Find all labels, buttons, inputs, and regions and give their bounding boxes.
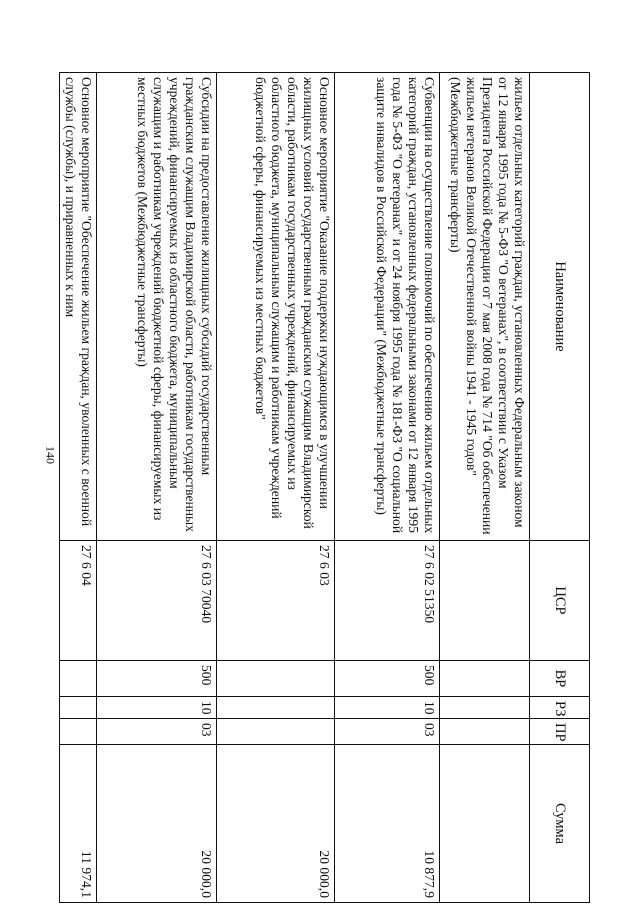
cell-csr: 27 6 02 51350: [335, 541, 440, 661]
cell-pr: [59, 719, 96, 745]
cell-rz: [217, 697, 335, 719]
table-row: [59, 73, 96, 903]
budget-table: [59, 72, 590, 903]
rotated-page: [62, 72, 590, 902]
cell-sum: 20 000,0: [97, 745, 217, 903]
header-csr: ЦСР: [530, 541, 590, 661]
cell-sum: 10 877,9: [335, 745, 440, 903]
cell-pr: 03: [97, 719, 217, 745]
table-row: [335, 73, 440, 903]
cell-sum: 11 974,1: [59, 745, 96, 903]
cell-pr: [217, 719, 335, 745]
cell-name: Основное мероприятие "Оказание поддержки нуждающимся в улучшении жилищных условий государственным гражданским служащим Владимирской области, работникам государственных учреждений, финансируемых из областного бюджета, муниципальным служащим и работникам учреждений бюджетной сферы, финансируемых из местных бюджетов": [217, 73, 335, 541]
cell-name: Основное мероприятие "Обеспечение жильем граждан, уволенных с военной службы (службы), и приравненных к ним: [59, 73, 96, 541]
cell-sum: [440, 745, 530, 903]
cell-name: Субвенции на осуществление полномочий по обеспечению жильем отдельных категорий граждан, установленных федеральными законами от 12 января 1995 года № 5-ФЗ "О ветеранах" и от 24 ноября 1995 года № 181-ФЗ "О социальной защите инвалидов в Российской Федерации" (Межбюджетные трансферты): [335, 73, 440, 541]
cell-csr: 27 6 04: [59, 541, 96, 661]
cell-rz: 10: [97, 697, 217, 719]
cell-vr: [217, 661, 335, 697]
table-row: [97, 73, 217, 903]
cell-vr: 500: [335, 661, 440, 697]
cell-pr: 03: [335, 719, 440, 745]
cell-vr: [440, 661, 530, 697]
header-vr: ВР: [530, 661, 590, 697]
cell-rz: [59, 697, 96, 719]
cell-csr: 27 6 03 70040: [97, 541, 217, 661]
cell-name: жильем отдельных категорий граждан, установленных Федеральным законом от 12 января 1995 года № 5-ФЗ "О ветеранах", в соответствии с Указом Президента Российской Федерации от 7 мая 2008 года № 714 "Об обеспечении жильем ветеранов Великой Отечественной войны 1941 - 1945 годов" (Межбюджетные трансферты): [440, 73, 530, 541]
cell-rz: [440, 697, 530, 719]
header-name: Наименование: [530, 73, 590, 541]
header-pr: ПР: [530, 719, 590, 745]
cell-name: Субсидии на предоставление жилищных субсидий государственным гражданским служащим Владимирской области, работникам государственных учреждений, финансируемых из областного бюджета, муниципальным служащим и работникам учреждений бюджетной сферы, финансируемых из местных бюджетов (Межбюджетные трансферты): [97, 73, 217, 541]
cell-csr: [440, 541, 530, 661]
cell-vr: [59, 661, 96, 697]
page-number: 140: [43, 446, 58, 464]
header-sum: Сумма: [530, 745, 590, 903]
cell-vr: 500: [97, 661, 217, 697]
cell-pr: [440, 719, 530, 745]
header-rz: РЗ: [530, 697, 590, 719]
cell-csr: 27 6 03: [217, 541, 335, 661]
cell-rz: 10: [335, 697, 440, 719]
table-row: [217, 73, 335, 903]
header-row: [530, 73, 590, 903]
table-row: [440, 73, 530, 903]
cell-sum: 20 000,0: [217, 745, 335, 903]
